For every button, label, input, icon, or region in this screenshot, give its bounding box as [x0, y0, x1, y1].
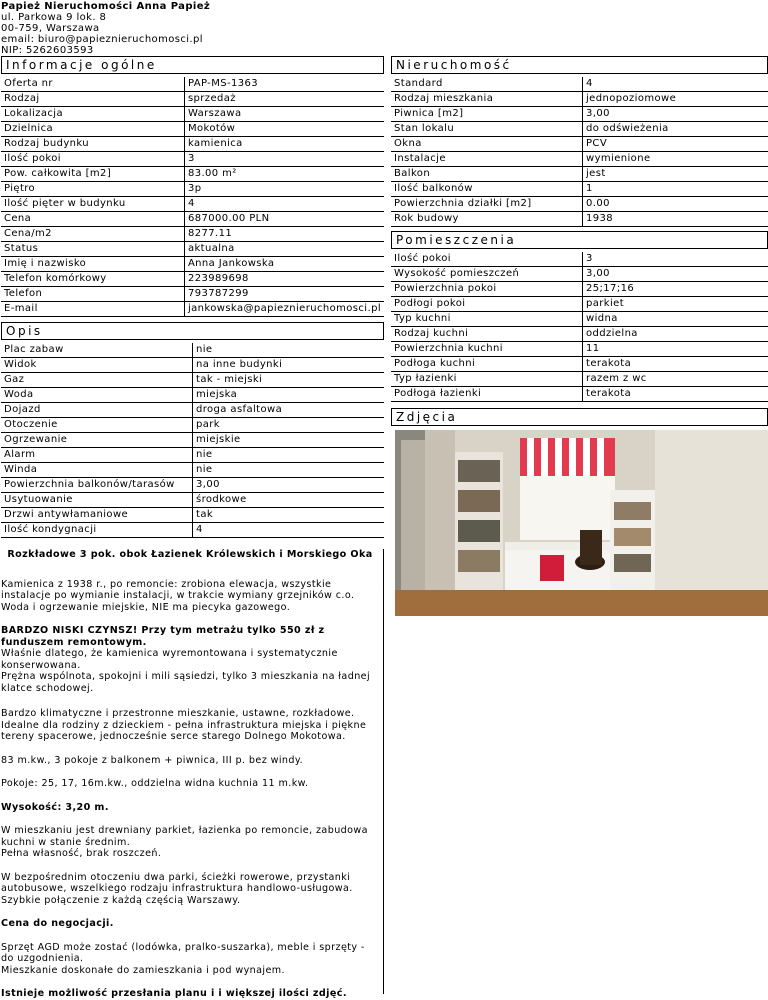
field-value: 0.00 [582, 197, 768, 212]
section-header-description: Opis [1, 322, 384, 340]
table-row [391, 372, 768, 387]
field-label: Lokalizacja [1, 107, 184, 122]
field-label: Ilość balkonów [391, 182, 582, 197]
table-row [1, 92, 384, 107]
field-value: 3p [184, 182, 384, 197]
field-value: tak [192, 508, 384, 523]
table-row [391, 167, 768, 182]
field-label: Standard [391, 77, 582, 92]
field-value: nie [192, 463, 384, 478]
field-value: na inne budynki [192, 358, 384, 373]
field-value: droga asfaltowa [192, 403, 384, 418]
table-row [391, 387, 768, 402]
table-row [1, 373, 384, 388]
description-block [1, 549, 384, 999]
table-row [1, 302, 384, 317]
field-value: Mokotów [184, 122, 384, 137]
description-paragraph: Sprzęt AGD może zostać (lodówka, pralko-suszarka), meble i sprzęty - do uzgodnienia. Mieszkanie doskonałe do zamieszkania i pod wynajem. [1, 941, 365, 976]
field-value: miejska [192, 388, 384, 403]
field-value: PCV [582, 137, 768, 152]
field-value: 4 [582, 77, 768, 92]
agency-address-line2: 00-759, Warszawa [1, 23, 100, 34]
field-value: nie [192, 343, 384, 358]
table-row [1, 418, 384, 433]
table-row [1, 272, 384, 287]
field-label: Ilość pięter w budynku [1, 197, 184, 212]
field-label: Usytuowanie [1, 493, 192, 508]
field-label: Powierzchnia pokoi [391, 282, 582, 297]
field-label: Telefon komórkowy [1, 272, 184, 287]
field-value: nie [192, 448, 384, 463]
section-header-property: Nieruchomość [391, 56, 768, 74]
section-header-general: Informacje ogólne [1, 56, 384, 74]
field-value: środkowe [192, 493, 384, 508]
description-paragraph: W mieszkaniu jest drewniany parkiet, łazienka po remoncie, zabudowa kuchni w stanie średnim. Pełna własność, brak roszczeń. [1, 825, 368, 859]
description-paragraph: Bardzo klimatyczne i przestronne mieszkanie, ustawne, rozkładowe. Idealne dla rodziny z dzieckiem - pełna infrastruktura miejska i piękne tereny spacerowe, jednocześnie serce starego Dolnego Mokotowa. [1, 708, 367, 742]
field-value: wymienione [582, 152, 768, 167]
field-value: Anna Jankowska [184, 257, 384, 272]
field-label: Powierzchnia działki [m2] [391, 197, 582, 212]
apartment-photo[interactable] [395, 430, 768, 616]
room-photo-illustration [395, 430, 768, 616]
table-row [1, 403, 384, 418]
field-label: Ogrzewanie [1, 433, 192, 448]
field-value: 1938 [582, 212, 768, 227]
table-row [1, 343, 384, 358]
table-row [1, 197, 384, 212]
table-row [1, 433, 384, 448]
field-label: Pow. całkowita [m2] [1, 167, 184, 182]
field-label: Rodzaj kuchni [391, 327, 582, 342]
field-label: Instalacje [391, 152, 582, 167]
field-label: Woda [1, 388, 192, 403]
field-value: 3,00 [582, 267, 768, 282]
description-bold: Cena do negocjacji. [1, 918, 114, 929]
field-label: Telefon [1, 287, 184, 302]
agency-name: Papież Nieruchomości Anna Papież [1, 1, 211, 12]
general-info-table [1, 77, 384, 317]
field-label: Podłoga łazienki [391, 387, 582, 402]
table-row [391, 182, 768, 197]
table-row [391, 212, 768, 227]
field-value: 4 [192, 523, 384, 538]
table-row [1, 107, 384, 122]
rooms-table [391, 252, 768, 402]
field-label: Podłogi pokoi [391, 297, 582, 312]
field-label: Rodzaj [1, 92, 184, 107]
table-row [391, 137, 768, 152]
table-row [1, 257, 384, 272]
field-label: Gaz [1, 373, 192, 388]
table-row [1, 227, 384, 242]
table-row [1, 478, 384, 493]
description-paragraph: 83 m.kw., 3 pokoje z balkonem + piwnica, III p. bez windy. [1, 754, 304, 766]
field-label: Wysokość pomieszczeń [391, 267, 582, 282]
table-row [1, 508, 384, 523]
table-row [1, 242, 384, 257]
table-row [1, 167, 384, 182]
field-label: Podłoga kuchni [391, 357, 582, 372]
table-row [391, 282, 768, 297]
field-value: 83.00 m² [184, 167, 384, 182]
table-row [1, 212, 384, 227]
field-value: jankowska@papieznieruchomosci.pl [184, 302, 384, 317]
field-label: Powierzchnia balkonów/tarasów [1, 478, 192, 493]
section-header-photos: Zdjęcia [391, 408, 768, 426]
description-paragraph: Kamienica z 1938 r., po remoncie: zrobiona elewacja, wszystkie instalacje po wymianie instalacji, w trakcie wymiany grzejników c.o. Woda i ogrzewanie miejskie, NIE ma piecyka gazowego. [1, 578, 355, 613]
description-bold: BARDZO NISKI CZYNSZ! Przy tym metrażu tylko 550 zł z funduszem remontowym. [1, 625, 325, 648]
field-label: Winda [1, 463, 192, 478]
table-row [1, 388, 384, 403]
field-value: miejskie [192, 433, 384, 448]
table-row [1, 152, 384, 167]
property-table [391, 77, 768, 227]
field-label: Typ kuchni [391, 312, 582, 327]
agency-address-line1: ul. Parkowa 9 lok. 8 [1, 12, 107, 23]
field-label: Powierzchnia kuchni [391, 342, 582, 357]
table-row [1, 358, 384, 373]
table-row [391, 252, 768, 267]
field-value: 223989698 [184, 272, 384, 287]
field-value: sprzedaż [184, 92, 384, 107]
left-column [1, 56, 384, 538]
field-label: Status [1, 242, 184, 257]
table-row [1, 122, 384, 137]
field-label: Rodzaj mieszkania [391, 92, 582, 107]
table-row [391, 327, 768, 342]
table-row [1, 137, 384, 152]
field-label: Rok budowy [391, 212, 582, 227]
field-label: Ilość pokoi [1, 152, 184, 167]
field-label: Alarm [1, 448, 192, 463]
field-value: widna [582, 312, 768, 327]
field-value: kamienica [184, 137, 384, 152]
field-value: 11 [582, 342, 768, 357]
field-label: Cena [1, 212, 184, 227]
field-label: Imię i nazwisko [1, 257, 184, 272]
field-label: Otoczenie [1, 418, 192, 433]
field-value: jest [582, 167, 768, 182]
table-row [391, 77, 768, 92]
field-value: tak - miejski [192, 373, 384, 388]
table-row [391, 122, 768, 137]
field-value: 4 [184, 197, 384, 212]
field-value: do odświeżenia [582, 122, 768, 137]
section-header-rooms: Pomieszczenia [391, 231, 768, 249]
table-row [1, 287, 384, 302]
table-row [391, 342, 768, 357]
table-row [1, 463, 384, 478]
description-paragraph: Właśnie dlatego, że kamienica wyremontowana i systematycznie konserwowana. Prężna wspólnota, spokojni i mili sąsiedzi, tylko 3 mieszkania na ładnej klatce schodowej. [1, 648, 371, 694]
agency-nip: NIP: 5262603593 [1, 45, 94, 56]
field-label: Ilość kondygnacji [1, 523, 192, 538]
field-value: 793787299 [184, 287, 384, 302]
field-label: Rodzaj budynku [1, 137, 184, 152]
field-value: 3,00 [582, 107, 768, 122]
table-row [1, 182, 384, 197]
table-row [1, 77, 384, 92]
field-label: E-mail [1, 302, 184, 317]
field-label: Piętro [1, 182, 184, 197]
description-bold: Wysokość: 3,20 m. [1, 801, 109, 813]
field-value: 8277.11 [184, 227, 384, 242]
description-paragraph: Pokoje: 25, 17, 16m.kw., oddzielna widna kuchnia 11 m.kw. [1, 778, 309, 789]
field-value: park [192, 418, 384, 433]
field-value: 1 [582, 182, 768, 197]
field-label: Stan lokalu [391, 122, 582, 137]
field-value: 687000.00 PLN [184, 212, 384, 227]
description-bold: Istnieje możliwość przesłania planu i i większej ilości zdjęć. [1, 988, 347, 999]
table-row [391, 92, 768, 107]
table-row [391, 357, 768, 372]
features-table [1, 343, 384, 538]
field-value: terakota [582, 357, 768, 372]
right-column [391, 56, 768, 429]
field-value: aktualna [184, 242, 384, 257]
field-value: razem z wc [582, 372, 768, 387]
field-value: 3,00 [192, 478, 384, 493]
field-label: Drzwi antywłamaniowe [1, 508, 192, 523]
description-paragraph: W bezpośrednim otoczeniu dwa parki, ścieżki rowerowe, przystanki autobusowe, wszelkiego rodzaju infrastruktura handlowo-usługowa. Szybkie połączenie z każdą częścią Warszawy. [1, 871, 353, 906]
table-row [391, 152, 768, 167]
table-row [1, 448, 384, 463]
field-label: Widok [1, 358, 192, 373]
field-value: terakota [582, 387, 768, 402]
field-label: Ilość pokoi [391, 252, 582, 267]
field-value: jednopoziomowe [582, 92, 768, 107]
table-row [391, 297, 768, 312]
field-label: Balkon [391, 167, 582, 182]
field-label: Plac zabaw [1, 343, 192, 358]
agency-email: email: biuro@papieznieruchomosci.pl [1, 34, 203, 45]
field-label: Piwnica [m2] [391, 107, 582, 122]
field-label: Oferta nr [1, 77, 184, 92]
field-label: Typ łazienki [391, 372, 582, 387]
field-label: Dojazd [1, 403, 192, 418]
field-value: Warszawa [184, 107, 384, 122]
field-label: Okna [391, 137, 582, 152]
table-row [391, 312, 768, 327]
table-row [391, 267, 768, 282]
description-title: Rozkładowe 3 pok. obok Łazienek Królewskich i Morskiego Oka [7, 549, 373, 560]
field-value: PAP-MS-1363 [184, 77, 384, 92]
table-row [1, 493, 384, 508]
table-row [391, 197, 768, 212]
field-label: Cena/m2 [1, 227, 184, 242]
field-label: Dzielnica [1, 122, 184, 137]
agency-header [1, 1, 210, 56]
field-value: parkiet [582, 297, 768, 312]
field-value: oddzielna [582, 327, 768, 342]
field-value: 3 [582, 252, 768, 267]
field-value: 3 [184, 152, 384, 167]
field-value: 25;17;16 [582, 282, 768, 297]
table-row [391, 107, 768, 122]
table-row [1, 523, 384, 538]
